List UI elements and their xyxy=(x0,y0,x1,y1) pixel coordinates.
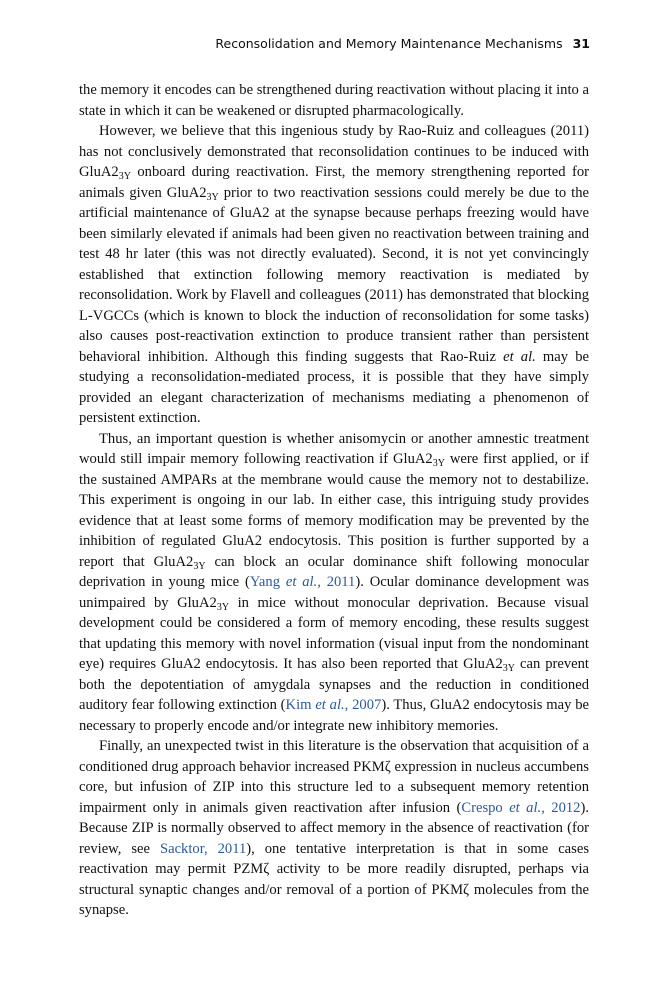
text-run: Thus, an important question is whether anisomycin or another amnestic treatment would still impair memory following reactivation if GluA2 xyxy=(79,430,589,467)
citation-etal: et al. xyxy=(509,799,542,816)
italic-text: et al. xyxy=(503,348,536,365)
text-run: in mice without monocular deprivation. Because visual development could be considered a form of memory encoding, these results suggest that updating this memory with novel information (visual input from the nondominant eye) requires GluA2 endocytosis. It has also been reported that GluA2 xyxy=(79,594,589,672)
citation-author: Yang xyxy=(249,574,286,590)
text-run: onboard during reactivation. First, the memory strengthening reported for animals given GluA2 xyxy=(79,164,589,201)
text-run: were first applied, or if the sustained AMPARs at the membrane would cause the memory not to destabilize. This experiment is ongoing in our lab. In either case, this intriguing study provides evidence that at least some forms of memory modification may be prevented by the inhibition of regulated GluA2 endocytosis. This position is further supported by a report that GluA2 xyxy=(79,451,590,570)
subscript: 3Y xyxy=(216,601,230,613)
citation-link[interactable] xyxy=(250,574,356,590)
text-run: However, we believe that this ingenious study by Rao-Ruiz and colleagues (2011) has not conclusively demonstrated that reconsolidation continues to be induced with GluA2 xyxy=(79,123,589,180)
running-header xyxy=(0,36,590,51)
citation-etal: et al. xyxy=(285,574,318,590)
text-run: can block an ocular dominance shift following monocular deprivation in young mice ( xyxy=(79,553,589,590)
body-text xyxy=(79,80,589,921)
text-run: ). Because ZIP is normally observed to affect memory in the absence of reactivation (for review, see xyxy=(79,799,589,857)
citation-year: , 2012 xyxy=(541,799,581,816)
text-run: ), one tentative interpretation is that in some cases reactivation may permit PZMζ activity to be more readily disrupted, perhaps via structural synaptic changes and/or removal of a portion of PKMζ molecules from the synapse. xyxy=(79,840,589,918)
citation-author: Kim xyxy=(285,697,316,713)
text-run: Finally, an unexpected twist in this literature is the observation that acquisition of a conditioned drug approach behavior increased PKMζ expression in nucleus accumbens core, but infusion of ZIP into this structure led to a subsequent memory retention impairment only in animals given reactivation after infusion ( xyxy=(79,738,589,816)
paragraph-4 xyxy=(79,736,589,921)
text-run: ). Ocular dominance development was unimpaired by GluA2 xyxy=(79,574,589,611)
citation-link[interactable]: Sacktor, 2011 xyxy=(159,840,247,857)
subscript: 3Y xyxy=(502,663,516,674)
text-run: can prevent both the depotentiation of amygdala synapses and the reduction in conditioned auditory fear following extinction ( xyxy=(79,656,589,713)
paragraph-3 xyxy=(79,429,589,737)
text-run: ). Thus, GluA2 endocytosis may be necessary to properly encode and/or integrate new inhibitory memories. xyxy=(79,697,590,734)
subscript: 3Y xyxy=(432,458,445,469)
page-number: 31 xyxy=(572,36,590,51)
running-title: Reconsolidation and Memory Maintenance Mechanisms xyxy=(215,36,563,51)
paragraph-1: the memory it encodes can be strengthened during reactivation without placing it into a state in which it can be weakened or disrupted pharmacologically. xyxy=(79,82,589,119)
subscript: 3Y xyxy=(118,171,131,182)
subscript: 3Y xyxy=(206,191,219,203)
paragraph-2 xyxy=(79,121,589,429)
citation-link[interactable] xyxy=(286,697,382,713)
citation-link[interactable] xyxy=(461,800,580,816)
subscript: 3Y xyxy=(193,560,206,572)
citation-etal: et al. xyxy=(315,697,345,713)
text-run: prior to two reactivation sessions could merely be due to the artificial maintenance of GluA2 at the synapse because perhaps freezing would have been similarly elevated if animals had been given no reactivation between training and test 48 hr later (this was not directly evaluated). Second, it is not yet convincingly established that extinction following memory reactivation is mediated by reconsolidation. Work by Flavell and colleagues (2011) has demonstrated that blocking L-VGCCs (which is known to block the induction of reconsolidation for some tasks) also causes post-reactivation extinction to produce transient rather than persistent behavioral inhibition. Although this finding suggests that Rao-Ruiz xyxy=(79,184,589,365)
citation-year: , 2011 xyxy=(317,574,356,590)
citation-author: Crespo xyxy=(461,799,510,816)
citation-year: , 2007 xyxy=(344,697,382,713)
text-run: may be studying a reconsolidation-mediated process, it is possible that they have simply provided an elegant characterization of mechanisms mediating a phenomenon of persistent extinction. xyxy=(79,348,589,426)
